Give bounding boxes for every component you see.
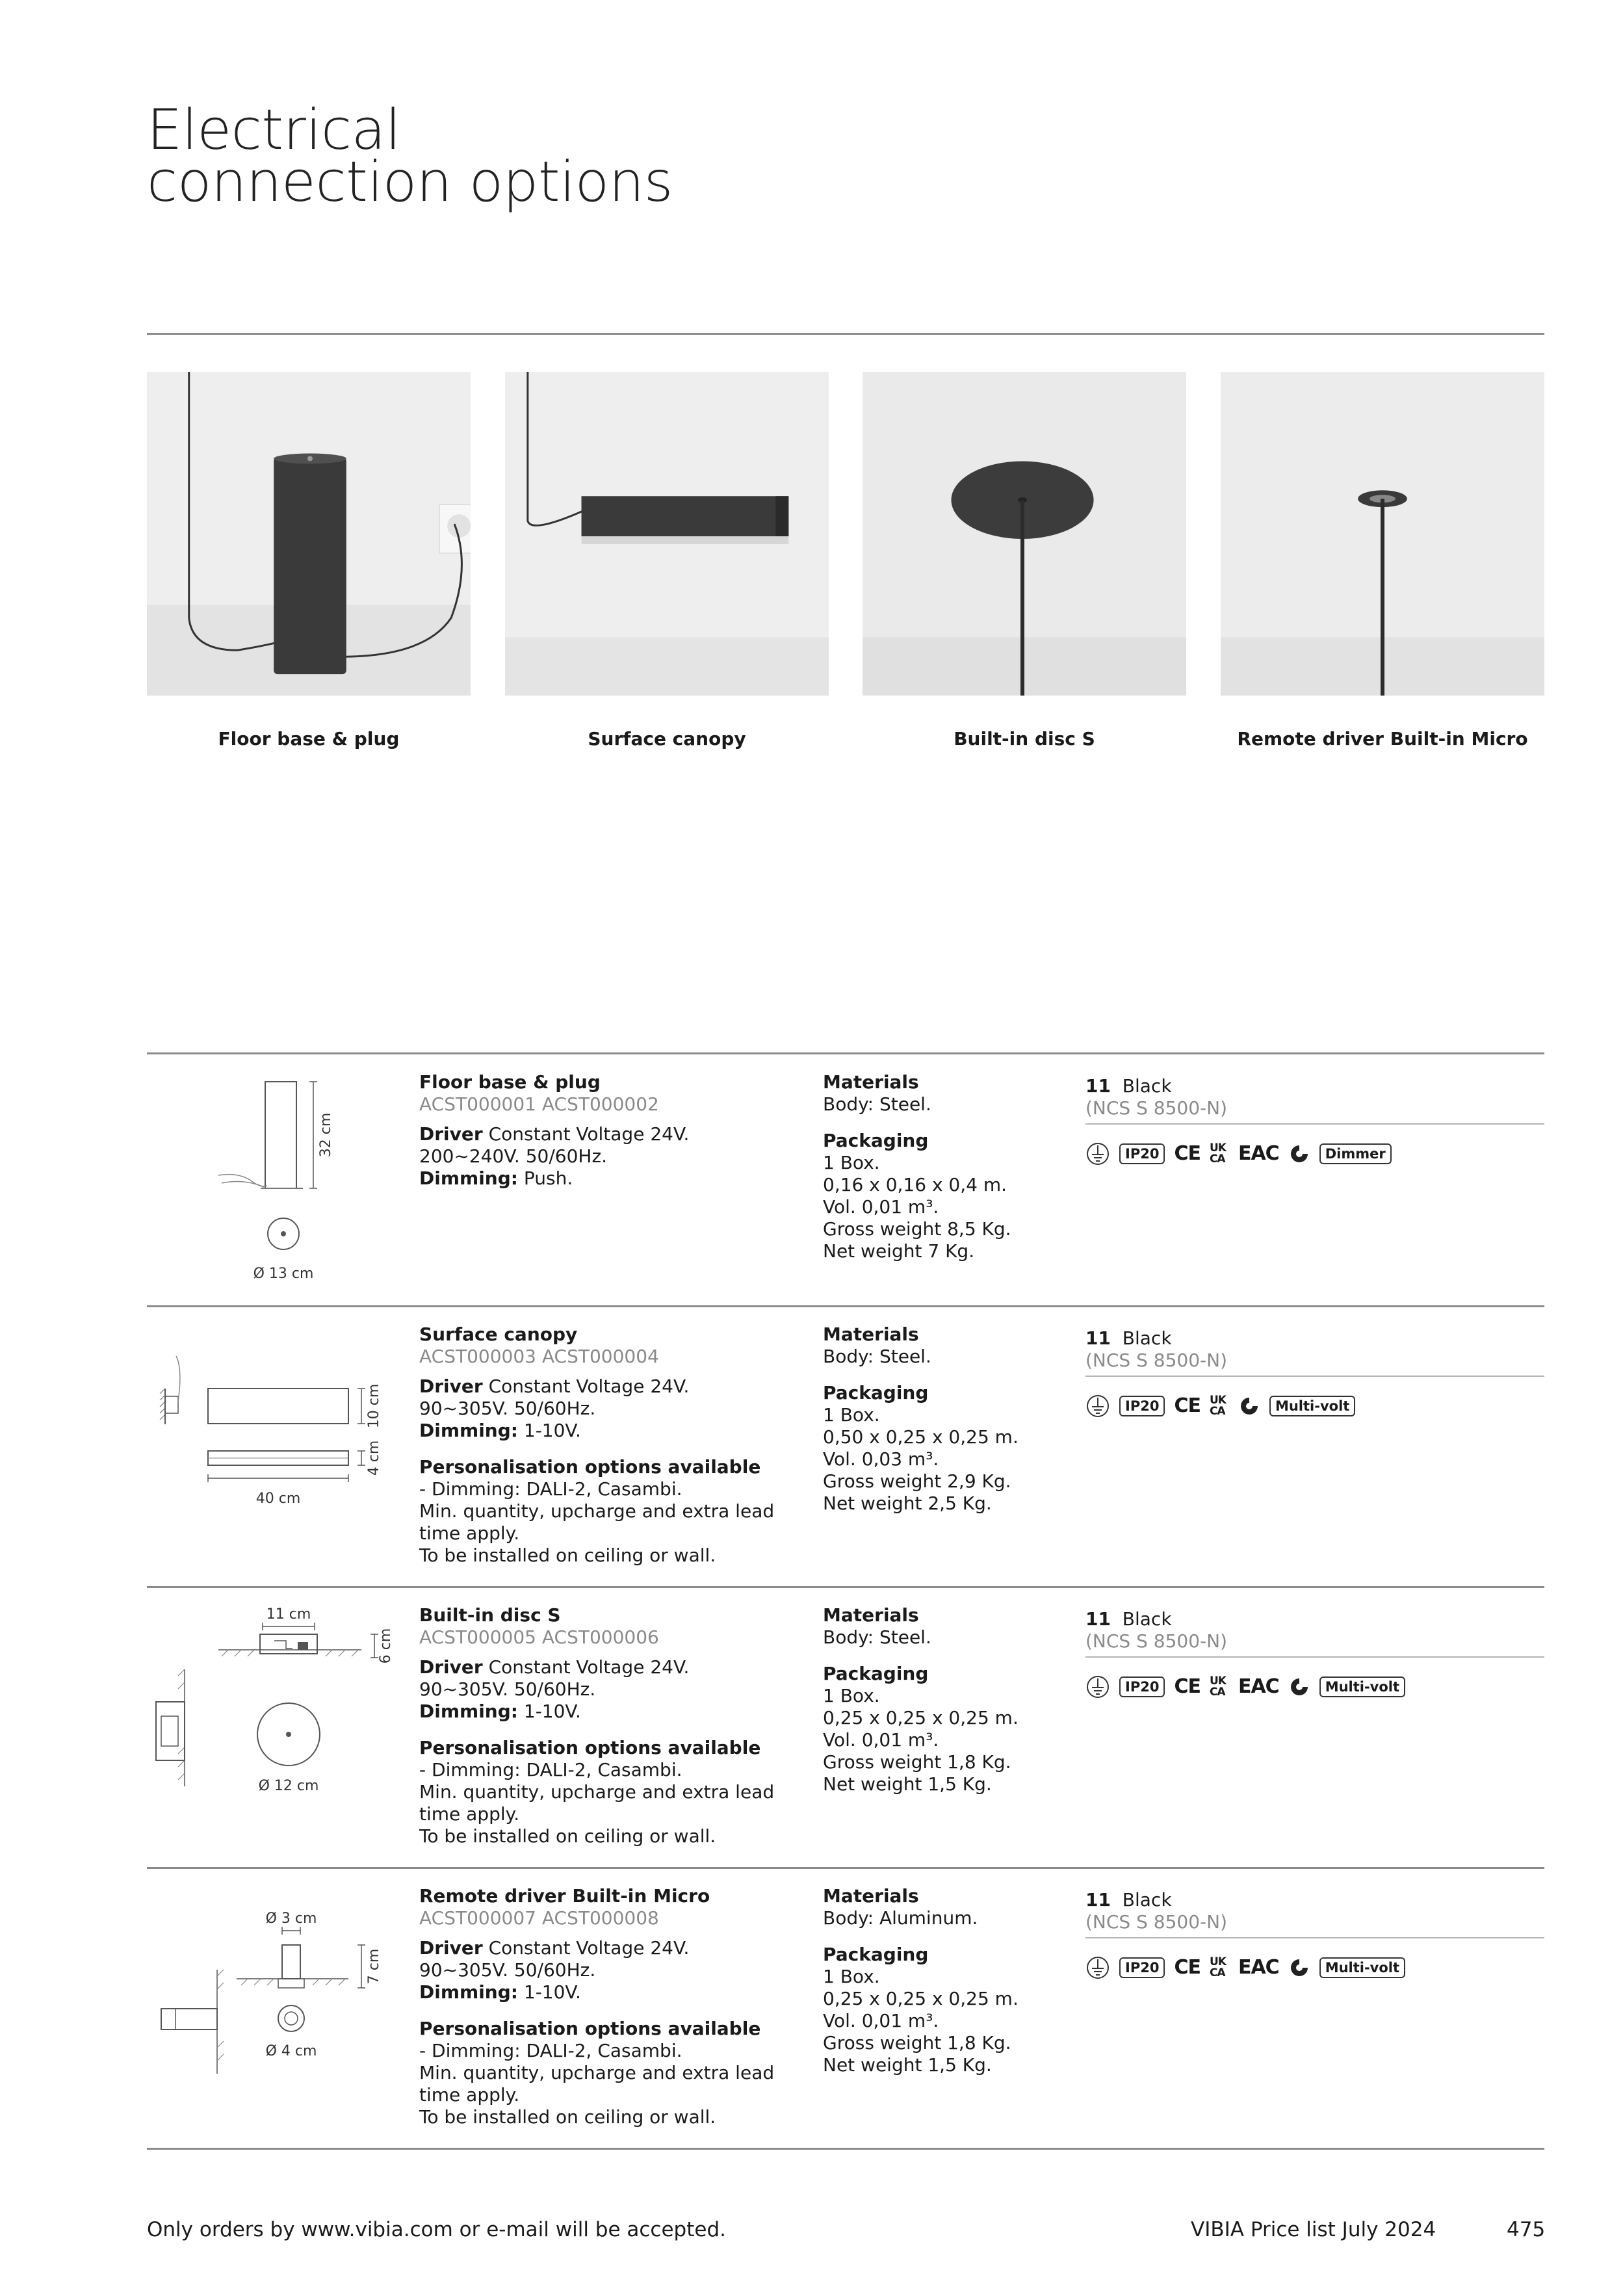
product-name: Built-in disc S <box>419 1604 561 1626</box>
color-code: 11 <box>1085 1889 1111 1911</box>
ukca-mark-icon: UK CA <box>1209 1675 1226 1699</box>
color-ncs: (NCS S 8500-N) <box>1085 1630 1227 1652</box>
earth-ground-icon <box>1085 1141 1110 1166</box>
materials-packaging <box>823 1324 1070 1515</box>
materials-value: Body: Steel. <box>823 1093 931 1115</box>
page-number: 475 <box>1507 2218 1546 2241</box>
product-info <box>419 1885 783 2128</box>
dim-width-label: 11 cm <box>266 1606 311 1623</box>
packaging-label: Packaging <box>823 1944 929 1965</box>
pack-line: Vol. 0,01 m³. <box>823 1729 939 1751</box>
recycle-icon <box>1288 1957 1310 1979</box>
materials-value: Body: Steel. <box>823 1346 931 1367</box>
ip-rating-badge: IP20 <box>1119 1957 1165 1978</box>
finish-divider <box>1085 1123 1544 1125</box>
materials-packaging <box>823 1071 1070 1262</box>
pack-line: Net weight 1,5 Kg. <box>823 1773 992 1795</box>
photo-built-in-disc-s <box>863 372 1186 696</box>
feature-badge: Multi-volt <box>1319 1676 1405 1697</box>
product-info <box>419 1071 783 1190</box>
voltage: 90~305V. 50/60Hz. <box>419 1398 596 1419</box>
personal-line: - Dimming: DALI-2, Casambi. <box>419 1478 682 1500</box>
dimming-value: 1-10V. <box>523 1420 581 1441</box>
feature-badge: Multi-volt <box>1269 1396 1355 1416</box>
driver-label: Driver <box>419 1937 483 1959</box>
photo-surface-canopy <box>505 372 829 696</box>
personal-line: Min. quantity, upcharge and extra lead <box>419 1500 775 1522</box>
driver-label: Driver <box>419 1656 483 1678</box>
dim-diameter-label: Ø 4 cm <box>265 2043 317 2059</box>
color-code: 11 <box>1085 1075 1111 1097</box>
page-title-line-1: Electrical <box>147 98 401 163</box>
pack-line: 0,25 x 0,25 x 0,25 m. <box>823 1988 1019 2009</box>
dim-diameter-label: Ø 13 cm <box>253 1266 314 1282</box>
finish-divider <box>1085 1376 1544 1377</box>
dim-length-label: 40 cm <box>255 1491 301 1507</box>
page-title-line-2: connection options <box>147 150 673 215</box>
product-codes: ACST000007 ACST000008 <box>419 1907 659 1929</box>
pack-line: Gross weight 1,8 Kg. <box>823 2032 1011 2054</box>
dim-diameter-label: Ø 12 cm <box>258 1778 319 1794</box>
finish-and-certifications <box>1085 1327 1544 1418</box>
earth-ground-icon <box>1085 1394 1110 1418</box>
pack-line: Gross weight 8,5 Kg. <box>823 1218 1011 1240</box>
dim-height-label: 7 cm <box>366 1948 382 1985</box>
certification-icons <box>1085 1141 1544 1166</box>
driver-value: Constant Voltage 24V. <box>488 1937 690 1959</box>
driver-value: Constant Voltage 24V. <box>488 1376 690 1397</box>
finish-and-certifications <box>1085 1608 1544 1699</box>
technical-drawing-floor-base <box>147 1071 413 1292</box>
personalisation-label: Personalisation options available <box>419 1737 761 1758</box>
page-title <box>147 98 673 215</box>
ce-mark-icon: CE <box>1174 1675 1201 1698</box>
color-name: Black <box>1122 1608 1172 1630</box>
footer-note: Only orders by www.vibia.com or e-mail will be accepted. <box>147 2218 726 2241</box>
color-code: 11 <box>1085 1327 1111 1349</box>
pack-line: Gross weight 2,9 Kg. <box>823 1470 1011 1492</box>
dim-height-label: 32 cm <box>318 1112 334 1158</box>
ukca-mark-icon: UK CA <box>1209 1141 1226 1166</box>
caption-remote-driver: Remote driver Built-in Micro <box>1237 728 1528 750</box>
technical-drawing-built-in-disc <box>147 1604 413 1838</box>
color-ncs: (NCS S 8500-N) <box>1085 1911 1227 1933</box>
pack-line: 1 Box. <box>823 1404 880 1426</box>
product-info <box>419 1604 783 1847</box>
ukca-mark-icon: UK CA <box>1209 1394 1226 1418</box>
certification-icons <box>1085 1675 1544 1699</box>
color-name: Black <box>1122 1889 1172 1911</box>
recycle-icon <box>1238 1395 1260 1417</box>
voltage: 200~240V. 50/60Hz. <box>419 1145 608 1167</box>
caption-surface-canopy: Surface canopy <box>588 728 746 750</box>
packaging-label: Packaging <box>823 1382 929 1403</box>
personalisation-label: Personalisation options available <box>419 2018 761 2039</box>
product-name: Remote driver Built-in Micro <box>419 1885 710 1907</box>
dimming-value: 1-10V. <box>523 1701 581 1722</box>
recycle-icon <box>1288 1676 1310 1698</box>
dimming-label: Dimming: <box>419 1420 518 1441</box>
dimming-label: Dimming: <box>419 1701 518 1722</box>
color-name: Black <box>1122 1327 1172 1349</box>
eac-mark-icon: EAC <box>1238 1675 1279 1698</box>
pack-line: Gross weight 1,8 Kg. <box>823 1751 1011 1773</box>
materials-label: Materials <box>823 1071 919 1093</box>
ce-mark-icon: CE <box>1174 1394 1201 1417</box>
ce-mark-icon: CE <box>1174 1956 1201 1979</box>
row-divider <box>147 2148 1544 2150</box>
personal-line: To be installed on ceiling or wall. <box>419 1545 716 1566</box>
packaging-label: Packaging <box>823 1130 929 1151</box>
dim-top-diameter-label: Ø 3 cm <box>265 1911 317 1927</box>
dimming-label: Dimming: <box>419 1981 518 2003</box>
dimming-value: Push. <box>523 1168 573 1189</box>
dim-depth-label: 4 cm <box>366 1440 382 1476</box>
pack-line: 1 Box. <box>823 1685 880 1706</box>
materials-value: Body: Steel. <box>823 1626 931 1648</box>
product-codes: ACST000003 ACST000004 <box>419 1346 659 1367</box>
certification-icons <box>1085 1955 1544 1980</box>
personal-line: time apply. <box>419 1522 520 1544</box>
finish-and-certifications <box>1085 1889 1544 1980</box>
materials-label: Materials <box>823 1324 919 1345</box>
eac-mark-icon: EAC <box>1238 1142 1279 1165</box>
photo-floor-base-plug <box>147 372 471 696</box>
pack-line: 0,50 x 0,25 x 0,25 m. <box>823 1426 1019 1448</box>
packaging-label: Packaging <box>823 1663 929 1684</box>
color-ncs: (NCS S 8500-N) <box>1085 1097 1227 1119</box>
pack-line: 0,25 x 0,25 x 0,25 m. <box>823 1707 1019 1729</box>
materials-value: Body: Aluminum. <box>823 1907 978 1929</box>
ukca-mark-icon: UK CA <box>1209 1955 1226 1979</box>
footer-brand: VIBIA Price list July 2024 <box>1191 2218 1436 2241</box>
dimming-label: Dimming: <box>419 1168 518 1189</box>
dim-height-label: 10 cm <box>366 1383 382 1429</box>
feature-badge: Dimmer <box>1319 1143 1392 1164</box>
color-ncs: (NCS S 8500-N) <box>1085 1350 1227 1371</box>
voltage: 90~305V. 50/60Hz. <box>419 1678 596 1700</box>
personal-line: - Dimming: DALI-2, Casambi. <box>419 1759 682 1781</box>
personal-line: time apply. <box>419 1803 520 1825</box>
pack-line: 0,16 x 0,16 x 0,4 m. <box>823 1174 1007 1195</box>
product-codes: ACST000001 ACST000002 <box>419 1093 659 1115</box>
pack-line: Net weight 2,5 Kg. <box>823 1493 992 1514</box>
materials-label: Materials <box>823 1885 919 1907</box>
ip-rating-badge: IP20 <box>1119 1676 1165 1697</box>
personal-line: To be installed on ceiling or wall. <box>419 2106 716 2128</box>
ip-rating-badge: IP20 <box>1119 1396 1165 1416</box>
product-name: Surface canopy <box>419 1324 578 1345</box>
personalisation-label: Personalisation options available <box>419 1456 761 1478</box>
personal-line: Min. quantity, upcharge and extra lead <box>419 2062 775 2083</box>
technical-drawing-surface-canopy <box>147 1324 413 1558</box>
pack-line: Vol. 0,01 m³. <box>823 1196 939 1218</box>
earth-ground-icon <box>1085 1675 1110 1699</box>
earth-ground-icon <box>1085 1955 1110 1980</box>
product-name: Floor base & plug <box>419 1071 601 1093</box>
row-divider <box>147 1305 1544 1307</box>
personal-line: - Dimming: DALI-2, Casambi. <box>419 2040 682 2061</box>
feature-badge: Multi-volt <box>1319 1957 1405 1978</box>
row-divider <box>147 1867 1544 1869</box>
materials-label: Materials <box>823 1604 919 1626</box>
materials-packaging <box>823 1604 1070 1795</box>
pack-line: 1 Box. <box>823 1152 880 1173</box>
color-name: Black <box>1122 1075 1172 1097</box>
pack-line: Net weight 7 Kg. <box>823 1240 975 1262</box>
driver-label: Driver <box>419 1123 483 1145</box>
driver-value: Constant Voltage 24V. <box>488 1123 690 1145</box>
recycle-icon <box>1288 1143 1310 1165</box>
personal-line: time apply. <box>419 2084 520 2106</box>
dim-height-label: 6 cm <box>378 1628 394 1664</box>
photo-remote-driver-built-in-micro <box>1221 372 1544 696</box>
personal-line: To be installed on ceiling or wall. <box>419 1825 716 1847</box>
ce-mark-icon: CE <box>1174 1142 1201 1165</box>
finish-divider <box>1085 1937 1544 1938</box>
ip-rating-badge: IP20 <box>1119 1143 1165 1164</box>
top-divider <box>147 333 1544 335</box>
product-codes: ACST000005 ACST000006 <box>419 1626 659 1648</box>
eac-mark-icon: EAC <box>1238 1956 1279 1979</box>
pack-line: Net weight 1,5 Kg. <box>823 2054 992 2076</box>
personal-line: Min. quantity, upcharge and extra lead <box>419 1781 775 1803</box>
row-divider <box>147 1052 1544 1054</box>
pack-line: 1 Box. <box>823 1966 880 1987</box>
technical-drawing-remote-driver <box>147 1885 413 2119</box>
finish-and-certifications <box>1085 1075 1544 1166</box>
voltage: 90~305V. 50/60Hz. <box>419 1959 596 1981</box>
finish-divider <box>1085 1656 1544 1658</box>
product-info <box>419 1324 783 1567</box>
dimming-value: 1-10V. <box>523 1981 581 2003</box>
caption-floor-base-plug: Floor base & plug <box>218 728 400 750</box>
pack-line: Vol. 0,03 m³. <box>823 1448 939 1470</box>
caption-built-in-disc-s: Built-in disc S <box>954 728 1095 750</box>
color-code: 11 <box>1085 1608 1111 1630</box>
materials-packaging <box>823 1885 1070 2076</box>
driver-value: Constant Voltage 24V. <box>488 1656 690 1678</box>
driver-label: Driver <box>419 1376 483 1397</box>
pack-line: Vol. 0,01 m³. <box>823 2010 939 2031</box>
certification-icons <box>1085 1394 1544 1418</box>
row-divider <box>147 1586 1544 1588</box>
